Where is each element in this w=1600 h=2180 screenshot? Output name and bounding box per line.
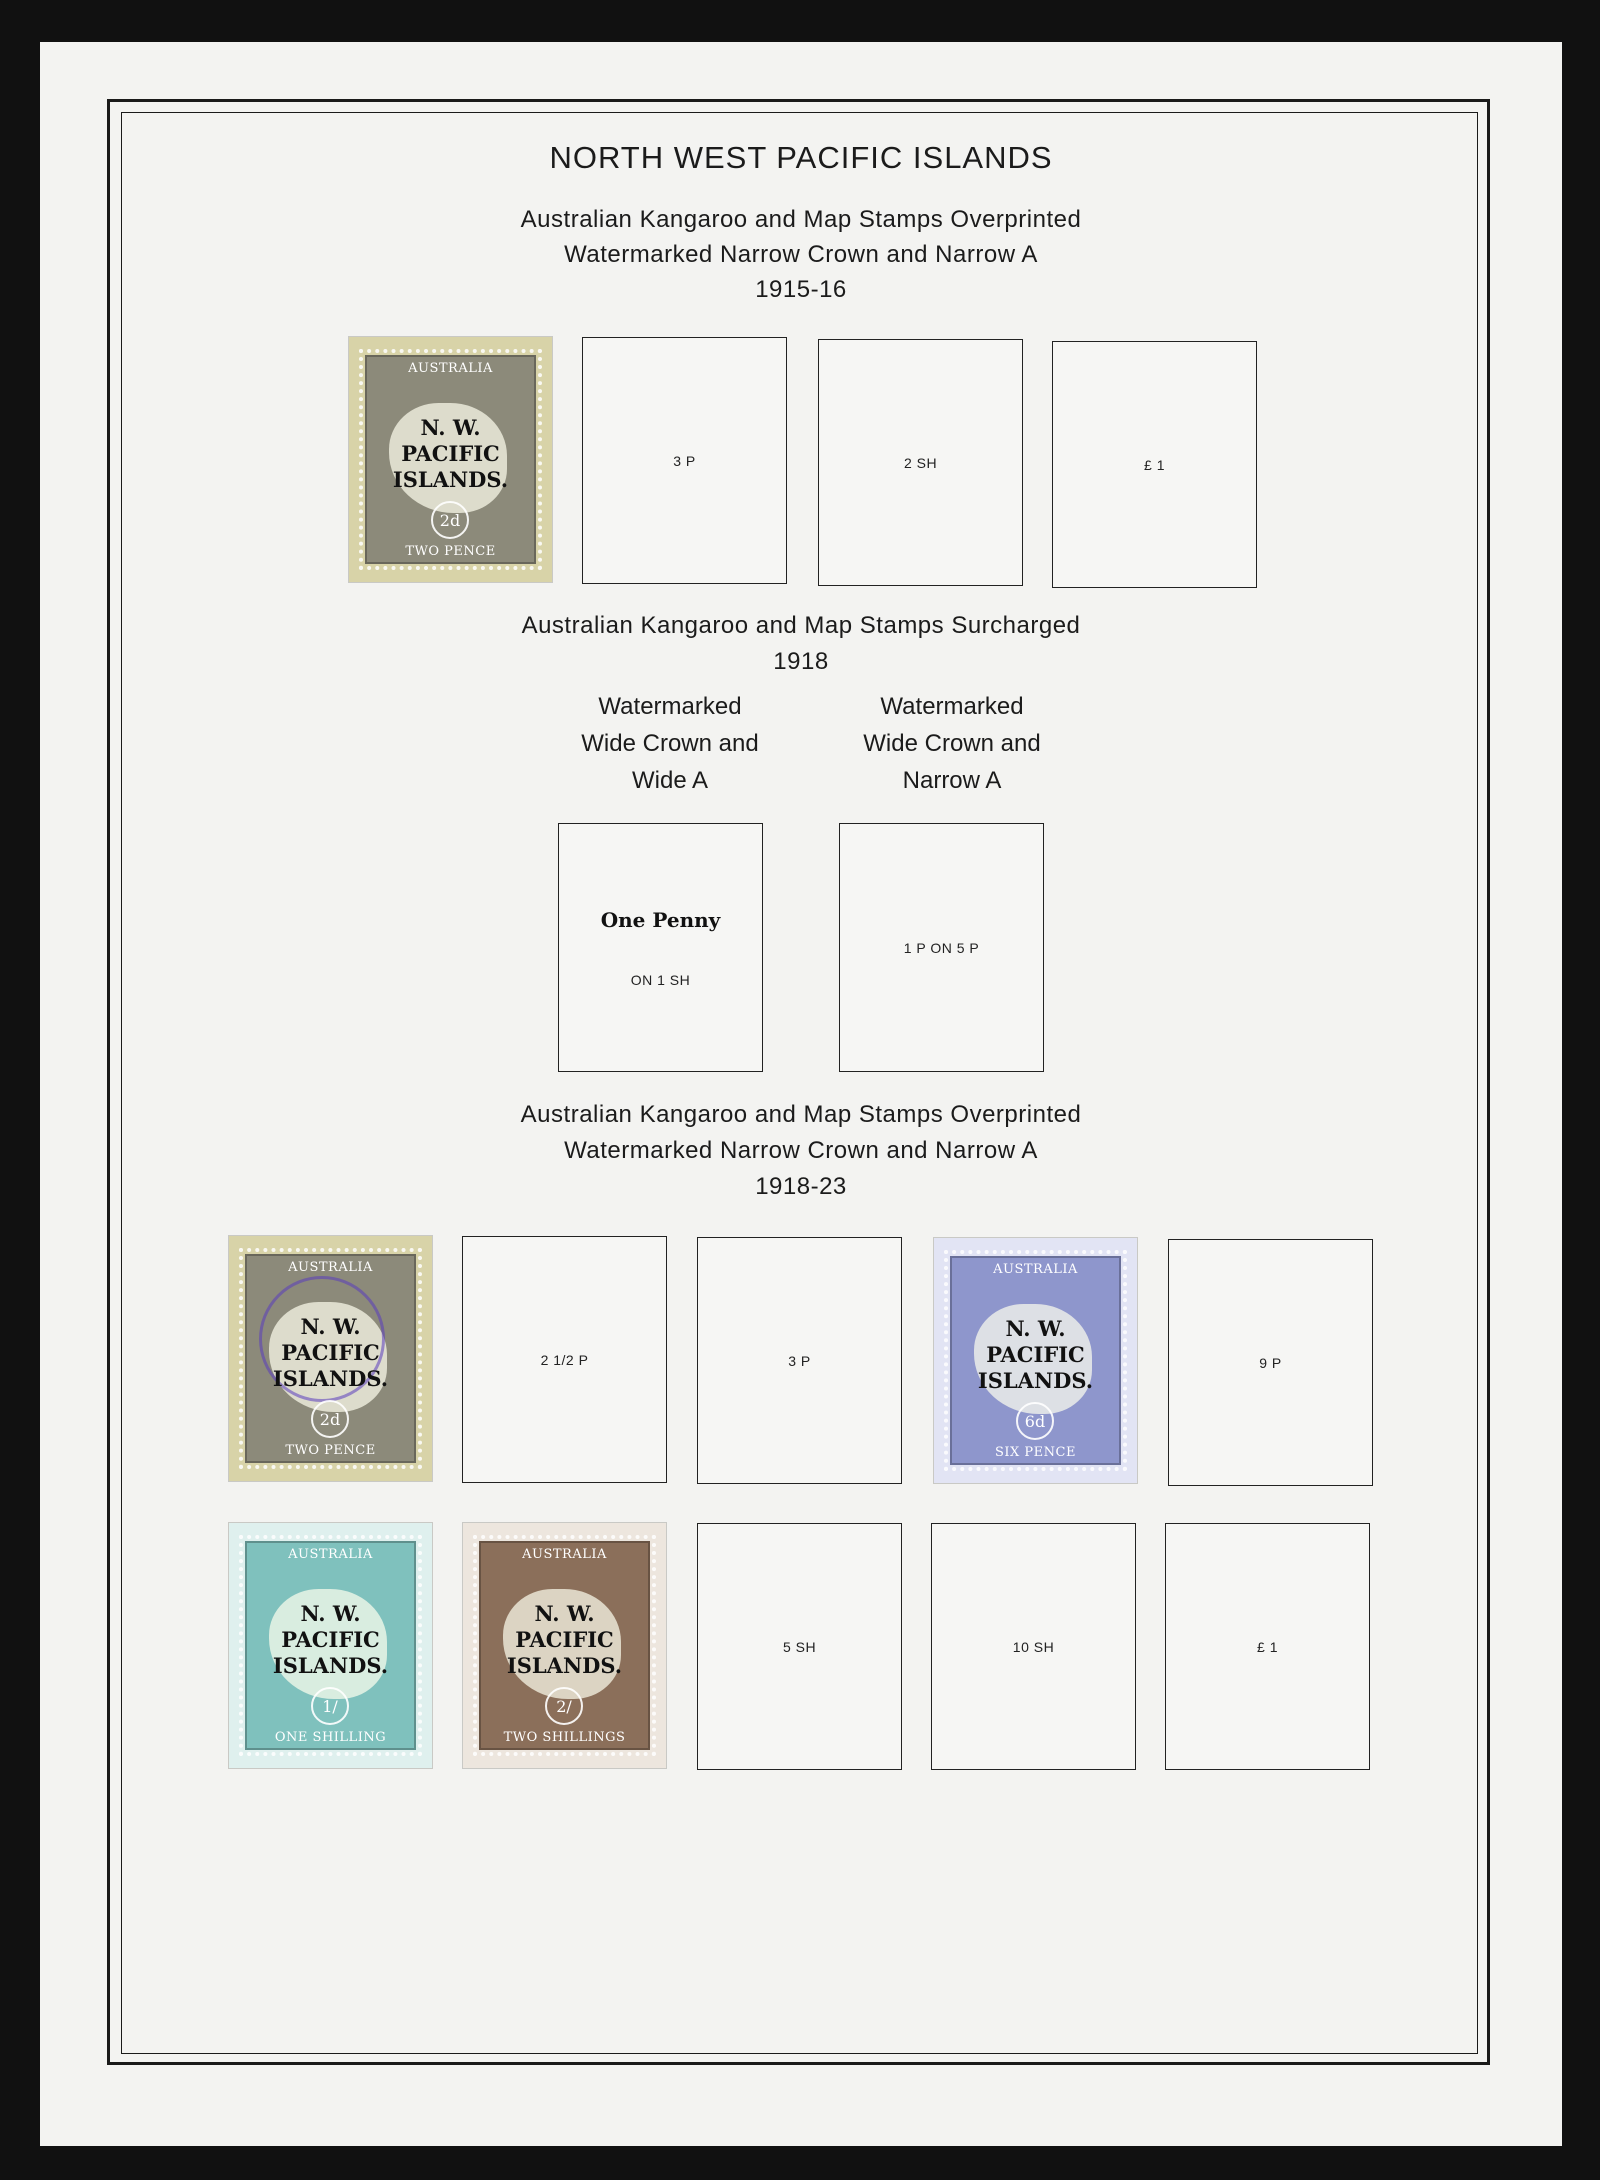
section1-heading-line1: Australian Kangaroo and Map Stamps Overprinted	[520, 206, 1082, 233]
album-page	[40, 42, 1562, 2146]
stamp-denomination-text: TWO SHILLINGS	[503, 1729, 626, 1745]
stamp-2d-grey-1915	[348, 336, 553, 583]
overprint-line: PACIFIC	[515, 1627, 614, 1652]
stamp-space-1p-on-5p	[839, 823, 1044, 1072]
watermark-line: Wide Crown and	[863, 730, 1041, 757]
stamp-space-label: £ 1	[1144, 456, 1165, 473]
stamp-2d-grey-used	[228, 1235, 433, 1482]
stamp-space-label: ON 1 SH	[630, 971, 691, 988]
stamp-country-text: AUSTRALIA	[288, 1546, 373, 1562]
page-title: NORTH WEST PACIFIC ISLANDS	[549, 140, 1053, 175]
watermark-line: Narrow A	[902, 767, 1002, 794]
stamp-value: 2/	[545, 1687, 583, 1725]
stamp-value: 2d	[431, 501, 469, 539]
stamp-space-label: 3 P	[673, 452, 696, 469]
watermark-line: Wide Crown and	[581, 730, 759, 757]
stamp-space-3p	[697, 1237, 902, 1484]
overprint-line: N. W.	[300, 1314, 361, 1339]
section2-heading-year: 1918	[773, 648, 829, 675]
section2-heading-line1: Australian Kangaroo and Map Stamps Surcharged	[521, 612, 1081, 639]
stamp-space-2sh	[818, 339, 1023, 586]
section1-heading-line2: Watermarked Narrow Crown and Narrow A	[564, 241, 1038, 268]
overprint-line: ISLANDS.	[506, 1653, 623, 1678]
section3-heading-year: 1918-23	[755, 1173, 847, 1200]
stamp-value: 1/	[311, 1687, 349, 1725]
stamp-country-text: AUSTRALIA	[408, 360, 493, 376]
stamp-overprint	[934, 1316, 1137, 1394]
stamp-denomination-text: TWO PENCE	[285, 1442, 376, 1458]
overprint-line: PACIFIC	[281, 1627, 380, 1652]
stamp-2-shillings-brown	[462, 1522, 667, 1769]
section1-heading-year: 1915-16	[755, 276, 847, 303]
stamp-space-label: 1 P ON 5 P	[903, 939, 980, 956]
watermark-line: Watermarked	[880, 693, 1024, 720]
stamp-value: 6d	[1016, 1402, 1054, 1440]
overprint-line: PACIFIC	[986, 1342, 1085, 1367]
stamp-space-10sh	[931, 1523, 1136, 1770]
stamp-space-label: £ 1	[1257, 1638, 1278, 1655]
stamp-space-label: 5 SH	[782, 1638, 817, 1655]
stamp-space-label: 10 SH	[1012, 1638, 1055, 1655]
stamp-overprint	[229, 1314, 432, 1392]
stamp-space-9p	[1168, 1239, 1373, 1486]
stamp-space-1pound-row2	[1165, 1523, 1370, 1770]
stamp-space-3p	[582, 337, 787, 584]
stamp-space-2-1-2p	[462, 1236, 667, 1483]
watermark-column-left	[520, 688, 820, 799]
stamp-denomination-text: ONE SHILLING	[274, 1729, 387, 1745]
stamp-6d-blue	[933, 1237, 1138, 1484]
stamp-country-text: AUSTRALIA	[993, 1261, 1078, 1277]
stamp-space-label: 9 P	[1259, 1354, 1282, 1371]
stamp-1-shilling-turquoise	[228, 1522, 433, 1769]
stamp-country-text: AUSTRALIA	[522, 1546, 607, 1562]
overprint-line: ISLANDS.	[272, 1653, 389, 1678]
stamp-space-one-penny-on-1sh	[558, 823, 763, 1072]
stamp-space-label: 2 1/2 P	[540, 1351, 589, 1368]
watermark-line: Wide A	[631, 767, 709, 794]
stamp-space-label: 3 P	[788, 1352, 811, 1369]
stamp-value: 2d	[311, 1400, 349, 1438]
overprint-line: PACIFIC	[401, 441, 500, 466]
stamp-space-1pound	[1052, 341, 1257, 588]
section3-heading-line1: Australian Kangaroo and Map Stamps Overprinted	[520, 1101, 1082, 1128]
overprint-line: ISLANDS.	[392, 467, 509, 492]
stamp-denomination-text: SIX PENCE	[995, 1444, 1076, 1460]
surcharge-text: One Penny	[600, 907, 721, 932]
overprint-line: N. W.	[1005, 1316, 1066, 1341]
watermark-column-right	[802, 688, 1102, 799]
stamp-overprint	[229, 1601, 432, 1679]
overprint-line: N. W.	[300, 1601, 361, 1626]
overprint-line: N. W.	[534, 1601, 595, 1626]
stamp-space-label: 2 SH	[903, 454, 938, 471]
watermark-line: Watermarked	[598, 693, 742, 720]
overprint-line: N. W.	[420, 415, 481, 440]
stamp-overprint	[463, 1601, 666, 1679]
overprint-line: PACIFIC	[281, 1340, 380, 1365]
overprint-line: ISLANDS.	[977, 1368, 1094, 1393]
stamp-country-text: AUSTRALIA	[288, 1259, 373, 1275]
stamp-denomination-text: TWO PENCE	[405, 543, 496, 559]
stamp-overprint	[349, 415, 552, 493]
overprint-line: ISLANDS.	[272, 1366, 389, 1391]
section3-heading-line2: Watermarked Narrow Crown and Narrow A	[564, 1137, 1038, 1164]
stamp-space-5sh	[697, 1523, 902, 1770]
